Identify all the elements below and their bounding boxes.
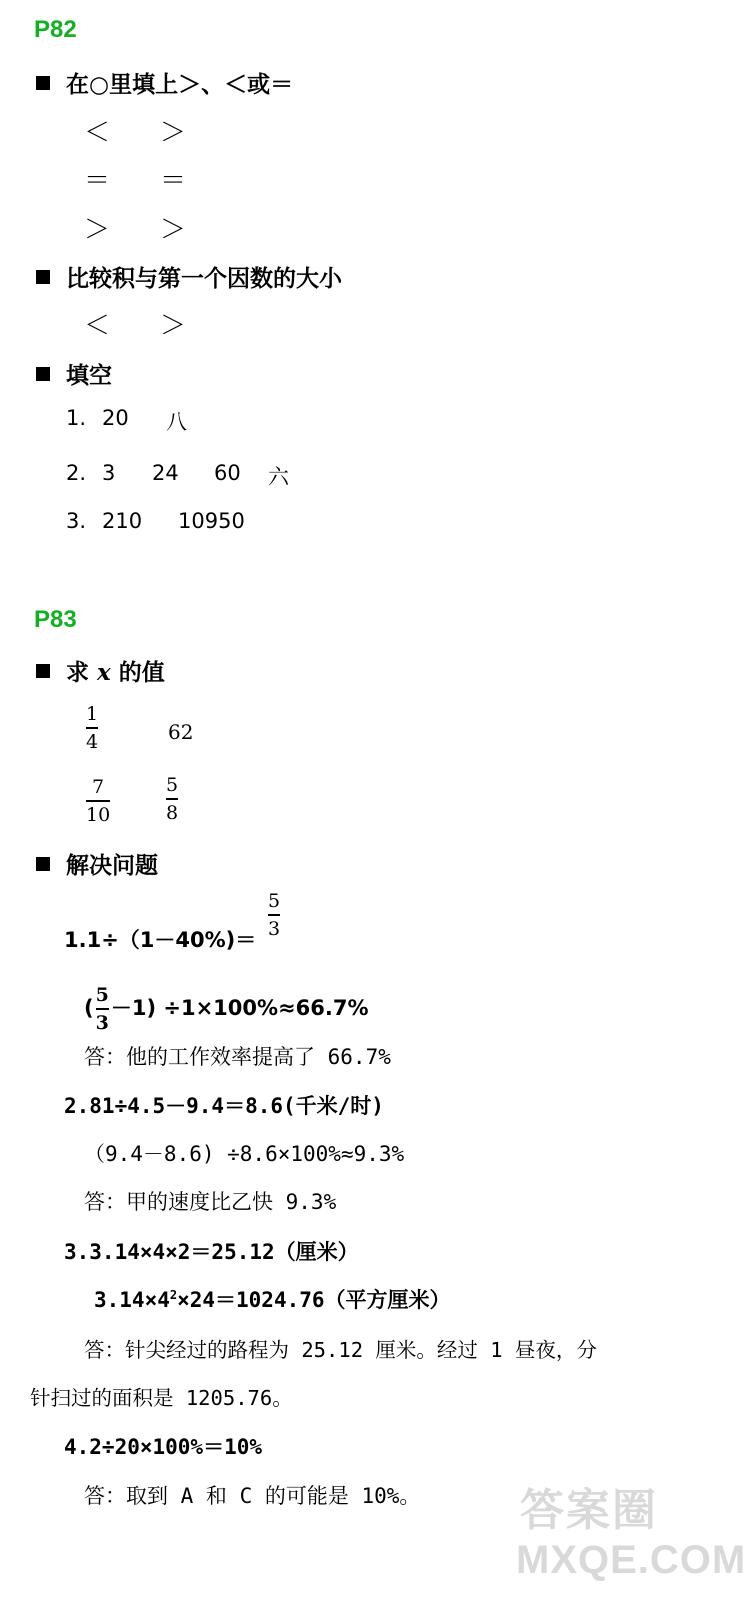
- section-title: 解决问题: [66, 853, 158, 879]
- equation-line: 3.3.14×4×2＝25.12（厘米）: [64, 1240, 359, 1264]
- answer-value: 60: [214, 461, 241, 485]
- equation-part: ×24＝1024.76（平方厘米）: [177, 1288, 451, 1312]
- denominator: 10: [86, 803, 111, 826]
- section-heading-solve-x: [36, 654, 165, 687]
- square-bullet-icon: [36, 367, 50, 381]
- answer-value: 20: [102, 406, 129, 430]
- section-heading-product: [36, 260, 342, 293]
- paren: (: [84, 995, 94, 1020]
- answer-value: 210: [102, 509, 143, 533]
- answer-symbol: ＞: [160, 215, 187, 245]
- page-label-p82: P82: [34, 16, 77, 43]
- denominator: 3: [268, 917, 281, 940]
- list-number: 2.: [66, 461, 87, 485]
- section-title: 填空: [66, 363, 112, 389]
- equation-line: [94, 1284, 451, 1314]
- answer-value: 62: [168, 720, 194, 744]
- square-bullet-icon: [36, 76, 50, 90]
- section-title-pre: 求: [66, 660, 89, 686]
- numerator: 5: [268, 890, 281, 912]
- answer-symbol: ＜: [84, 311, 111, 341]
- inline-fraction: [96, 984, 109, 1034]
- equation-line: [84, 984, 369, 1034]
- section-heading-compare: [36, 66, 293, 99]
- answer-value: 八: [166, 410, 187, 434]
- page-label-p83: P83: [34, 606, 77, 633]
- square-bullet-icon: [36, 270, 50, 284]
- answer-symbol: ＜: [84, 118, 111, 148]
- equation-rest: －1) ÷1×100%≈66.7%: [110, 995, 369, 1020]
- equation-line: （9.4－8.6) ÷8.6×100%≈9.3%: [84, 1142, 405, 1166]
- section-title: 比较积与第一个因数的大小: [66, 266, 342, 292]
- numerator: 5: [166, 774, 179, 796]
- variable-x: x: [97, 659, 111, 686]
- answer-value: 24: [152, 461, 179, 485]
- list-number: 1.: [66, 406, 87, 430]
- answer-symbol: ＝: [160, 166, 187, 196]
- watermark-url: MXQE.COM: [516, 1538, 746, 1582]
- list-number: 3.: [66, 509, 87, 533]
- equation-part: 3.14×4: [94, 1288, 170, 1312]
- denominator: 3: [95, 1011, 109, 1034]
- answer-value: 六: [268, 465, 289, 489]
- watermark-logo: 答案圈: [520, 1486, 658, 1535]
- answer-line: 针扫过的面积是 1205.76。: [30, 1386, 293, 1410]
- equation-line: 1.1÷（1－40%)＝: [64, 928, 257, 952]
- equation-line: 4.2÷20×100%＝10%: [64, 1435, 263, 1459]
- answer-line: 答：他的工作效率提高了 66.7%: [84, 1045, 391, 1069]
- answer-line: 答：针尖经过的路程为 25.12 厘米。经过 1 昼夜，分: [84, 1338, 597, 1362]
- fraction-answer: [86, 703, 98, 753]
- numerator: 5: [95, 984, 109, 1006]
- answer-symbol: ＞: [160, 118, 187, 148]
- section-title: 在○里填上＞、＜或＝: [66, 72, 294, 98]
- section-heading-fill: [36, 357, 112, 390]
- square-bullet-icon: [36, 857, 50, 871]
- answer-symbol: ＝: [84, 166, 111, 196]
- equation-line: 2.81÷4.5－9.4＝8.6(千米/时): [64, 1094, 384, 1118]
- answer-line: 答：甲的速度比乙快 9.3%: [84, 1190, 337, 1214]
- exponent: 2: [169, 1288, 178, 1302]
- answer-value: 3: [102, 461, 116, 485]
- section-heading-problems: [36, 847, 158, 880]
- answer-value: 10950: [178, 509, 245, 533]
- square-bullet-icon: [36, 664, 50, 678]
- numerator: 1: [86, 703, 99, 725]
- fraction-answer: [86, 776, 110, 826]
- denominator: 8: [166, 801, 179, 824]
- answer-line: 答：取到 A 和 C 的可能是 10%。: [84, 1484, 421, 1508]
- section-title-post: 的值: [118, 660, 165, 686]
- answer-symbol: ＞: [160, 311, 187, 341]
- answer-symbol: ＞: [84, 215, 111, 245]
- denominator: 4: [86, 730, 99, 753]
- fraction-result: [268, 890, 280, 940]
- fraction-answer: [166, 774, 178, 824]
- numerator: 7: [92, 776, 105, 798]
